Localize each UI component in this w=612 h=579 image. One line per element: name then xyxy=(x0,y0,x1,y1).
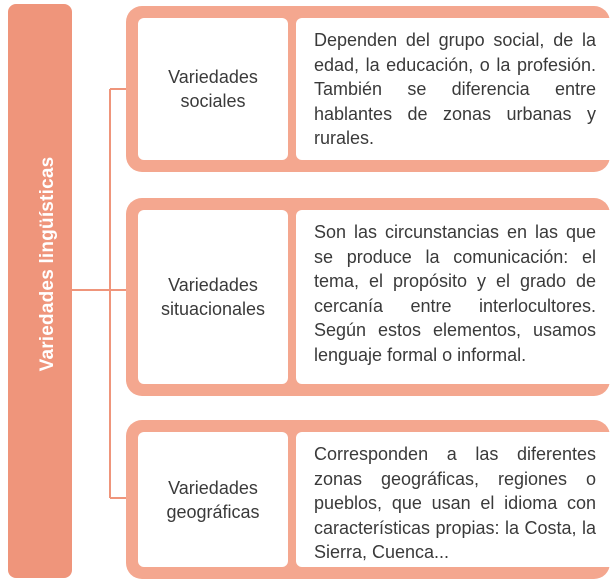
variety-label-geographic: Variedades geográficas xyxy=(138,432,288,567)
variety-label-social: Variedades sociales xyxy=(138,18,288,160)
variety-row-geographic xyxy=(126,420,610,579)
category-label: Variedades lingüísticas xyxy=(37,156,58,372)
variety-description-geographic: Corresponden a las diferentes zonas geográficas, regiones o pueblos, que usan el idioma con características propias: la Costa, la Sierra, Cuenca... xyxy=(296,432,610,567)
variety-row-social xyxy=(126,6,610,172)
variety-label-situational: Variedades situacionales xyxy=(138,210,288,384)
variety-description-social: Dependen del grupo social, de la edad, la educación, o la profesión. También se diferencia entre hablantes de zonas urbanas y rurales. xyxy=(296,18,610,160)
variety-description-situational: Son las circunstancias en las que se produce la comunicación: el tema, el propósito y el grado de cercanía entre interlocultores. Según estos elementos, usamos lenguaje formal o informal. xyxy=(296,210,610,384)
variety-row-situational xyxy=(126,198,610,396)
